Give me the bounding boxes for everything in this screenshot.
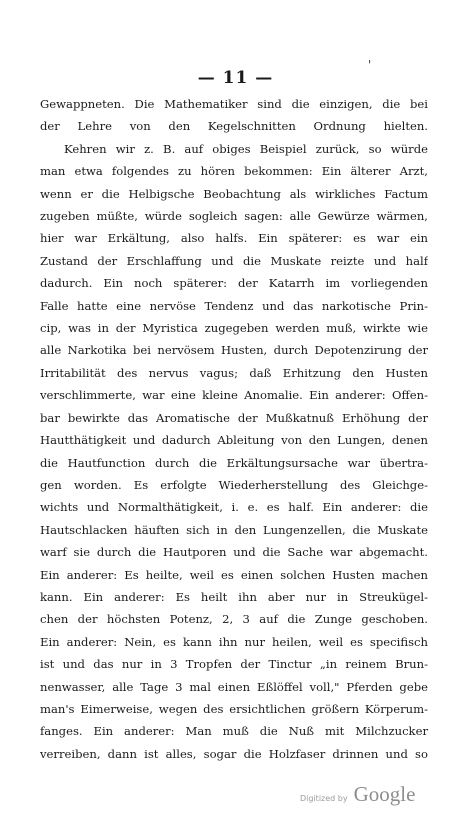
text-line: alle Narkotika bei nervösem Husten, durch Depotenzirung der xyxy=(40,343,428,358)
text-line: chen der höchsten Potenz, 2, 3 auf die Zunge geschoben. xyxy=(40,612,428,627)
text-line: man etwa folgendes zu hören bekommen: Ein älterer Arzt, xyxy=(40,164,428,179)
page-number: — 11 — xyxy=(197,68,274,88)
text-line: Kehren wir z. B. auf obiges Beispiel zurück, so würde xyxy=(64,141,428,156)
text-line: gen worden. Es erfolgte Wiederherstellung des Gleichge- xyxy=(40,477,428,492)
text-line: bar bewirkte das Aromatische der Mußkatnuß Erhöhung der xyxy=(40,410,428,425)
google-logo: Google xyxy=(353,782,416,806)
text-line: Falle hatte eine nervöse Tendenz und das narkotische Prin- xyxy=(40,298,428,313)
text-line: ist und das nur in 3 Tropfen der Tinctur „in reinem Brun- xyxy=(40,657,428,672)
text-line: verschlimmerte, war eine kleine Anomalie. Ein anderer: Offen- xyxy=(40,388,428,403)
digitized-label: Digitized by xyxy=(300,794,348,803)
text-line: Irritabilität des nervus vagus; daß Erhitzung den Husten xyxy=(40,365,428,380)
text-line: Hautthätigkeit und dadurch Ableitung von den Lungen, denen xyxy=(40,433,428,448)
text-line: cip, was in der Myristica zugegeben werden muß, wirkte wie xyxy=(40,321,428,336)
text-line: nenwasser, alle Tage 3 mal einen Eßlöffel voll," Pferden gebe xyxy=(40,679,428,694)
text-line: wenn er die Helbigsche Beobachtung als wirkliches Factum xyxy=(40,186,428,201)
text-line: zugeben müßte, würde sogleich sagen: alle Gewürze wärmen, xyxy=(40,209,428,224)
stray-mark: ' xyxy=(368,58,372,72)
text-line: Ein anderer: Nein, es kann ihn nur heilen, weil es specifisch xyxy=(40,634,428,649)
text-line: Ein anderer: Es heilte, weil es einen solchen Husten machen xyxy=(40,567,428,582)
text-line: fanges. Ein anderer: Man muß die Nuß mit Milchzucker xyxy=(40,724,428,739)
body-text xyxy=(40,93,428,765)
text-line: Zustand der Erschlaffung und die Muskate reizte und half xyxy=(40,253,428,268)
text-line: hier war Erkältung, also halfs. Ein späterer: es war ein xyxy=(40,231,428,246)
text-line: Hautschlacken häuften sich in den Lungenzellen, die Muskate xyxy=(40,522,428,537)
text-line: dadurch. Ein noch späterer: der Katarrh im vorliegenden xyxy=(40,276,428,291)
text-line: kann. Ein anderer: Es heilt ihn aber nur in Streukügel- xyxy=(40,589,428,604)
text-line: wichts und Normalthätigkeit, i. e. es half. Ein anderer: die xyxy=(40,500,428,515)
text-line: die Hautfunction durch die Erkältungsursache war übertra- xyxy=(40,455,428,470)
text-line: der Lehre von den Kegelschnitten Ordnung hielten. xyxy=(40,119,428,134)
text-line: Gewappneten. Die Mathematiker sind die einzigen, die bei xyxy=(40,97,428,111)
text-line: man's Eimerweise, wegen des ersichtlichen größern Körperum- xyxy=(40,701,428,716)
text-line: verreiben, dann ist alles, sogar die Holzfaser drinnen und so xyxy=(40,746,428,761)
text-line: warf sie durch die Hautporen und die Sache war abgemacht. xyxy=(40,545,428,560)
digitized-footer xyxy=(300,782,415,807)
